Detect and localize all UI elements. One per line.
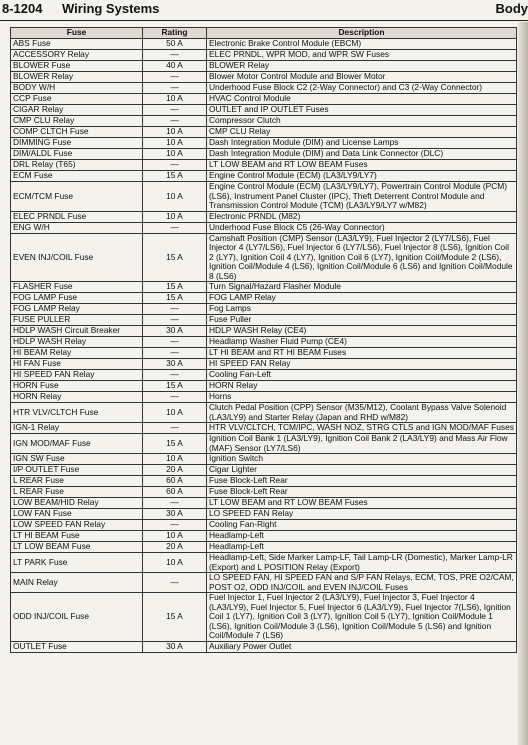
rating-cell: 50 A — [143, 39, 207, 50]
table-row — [11, 94, 517, 105]
description-cell: Fuse Puller — [207, 315, 517, 326]
fuse-cell: LOW SPEED FAN Relay — [11, 520, 143, 531]
table-row — [11, 61, 517, 72]
rating-cell: — — [143, 116, 207, 127]
description-cell: Auxiliary Power Outlet — [207, 641, 517, 652]
rating-cell: — — [143, 304, 207, 315]
fuse-cell: ABS Fuse — [11, 39, 143, 50]
rating-cell: 15 A — [143, 381, 207, 392]
rating-cell: 30 A — [143, 509, 207, 520]
table-row — [11, 593, 517, 642]
page-header — [0, 0, 528, 21]
rating-cell: — — [143, 573, 207, 593]
rating-cell: — — [143, 370, 207, 381]
rating-cell: 15 A — [143, 233, 207, 282]
fuse-cell: CMP CLU Relay — [11, 116, 143, 127]
fuse-cell: HI SPEED FAN Relay — [11, 370, 143, 381]
table-row — [11, 434, 517, 454]
description-cell: LO SPEED FAN Relay — [207, 509, 517, 520]
description-cell: LO SPEED FAN, HI SPEED FAN and S/P FAN Relays, ECM, TOS, PRE O2/CAM, POST O2, ODD INJ/COIL and EVEN INJ/COIL Fuses — [207, 573, 517, 593]
table-row — [11, 465, 517, 476]
rating-cell: — — [143, 72, 207, 83]
table-row — [11, 348, 517, 359]
table-row — [11, 370, 517, 381]
fuse-cell: HI FAN Fuse — [11, 359, 143, 370]
description-cell: Headlamp-Left — [207, 531, 517, 542]
description-cell: Underhood Fuse Block C5 (26-Way Connector) — [207, 222, 517, 233]
description-cell: Dash Integration Module (DIM) and Data Link Connector (DLC) — [207, 149, 517, 160]
description-cell: Fuel Injector 1, Fuel Injector 2 (LA3/LY9), Fuel Injector 3, Fuel Injector 4 (LA3/LY9), Fuel Injector 5, Fuel Injector 6 (LA3/LY9), Fuel Injector 7(LS6), Ignition Coil 1 (LY7), Ignition Coil 3 (LY7), Ignition Coil 5 (LY7), Ignition Coil/Module 1 (LS6), Ignition Coil/Module 3 (LS6), Ignition Coil/Module 5 (LS6) and Ignition Coil/Module 7 (LS6) — [207, 593, 517, 642]
rating-cell: — — [143, 160, 207, 171]
column-header-fuse: Fuse — [11, 28, 143, 39]
description-cell: Headlamp-Left, Side Marker Lamp-LF, Tail Lamp-LR (Domestic), Marker Lamp-LR (Export) and L POSITION Relay (Export) — [207, 553, 517, 573]
fuse-cell: BLOWER Fuse — [11, 61, 143, 72]
rating-cell: 15 A — [143, 293, 207, 304]
description-cell: HDLP WASH Relay (CE4) — [207, 326, 517, 337]
fuse-cell: ODD INJ/COIL Fuse — [11, 593, 143, 642]
table-row — [11, 487, 517, 498]
section-title: Wiring Systems — [62, 1, 160, 16]
table-row — [11, 542, 517, 553]
fuse-cell: FOG LAMP Fuse — [11, 293, 143, 304]
rating-cell: — — [143, 392, 207, 403]
rating-cell: 10 A — [143, 553, 207, 573]
page-edge-shadow — [518, 22, 528, 745]
rating-cell: 60 A — [143, 487, 207, 498]
fuse-cell: BLOWER Relay — [11, 72, 143, 83]
table-row — [11, 392, 517, 403]
table-row — [11, 39, 517, 50]
fuse-cell: HTR VLV/CLTCH Fuse — [11, 403, 143, 423]
fuse-cell: HORN Relay — [11, 392, 143, 403]
description-cell: Cooling Fan-Right — [207, 520, 517, 531]
table-row — [11, 498, 517, 509]
table-row — [11, 233, 517, 282]
rating-cell: — — [143, 105, 207, 116]
rating-cell: 15 A — [143, 593, 207, 642]
table-row — [11, 531, 517, 542]
rating-cell: 10 A — [143, 182, 207, 212]
description-cell: Underhood Fuse Block C2 (2-Way Connector) and C3 (2-Way Connector) — [207, 83, 517, 94]
description-cell: Ignition Coil Bank 1 (LA3/LY9), Ignition Coil Bank 2 (LA3/LY9) and Mass Air Flow (MAF) Sensor (LY7/LS6) — [207, 434, 517, 454]
fuse-cell: LOW BEAM/HID Relay — [11, 498, 143, 509]
description-cell: Turn Signal/Hazard Flasher Module — [207, 282, 517, 293]
rating-cell: — — [143, 520, 207, 531]
rating-cell: 40 A — [143, 61, 207, 72]
fuse-cell: I/P OUTLET Fuse — [11, 465, 143, 476]
description-cell: Dash Integration Module (DIM) and License Lamps — [207, 138, 517, 149]
table-row — [11, 520, 517, 531]
description-cell: Headlamp Washer Fluid Pump (CE4) — [207, 337, 517, 348]
rating-cell: 15 A — [143, 434, 207, 454]
rating-cell: 20 A — [143, 465, 207, 476]
description-cell: LT LOW BEAM and RT LOW BEAM Fuses — [207, 498, 517, 509]
rating-cell: — — [143, 498, 207, 509]
description-cell: HORN Relay — [207, 381, 517, 392]
description-cell: LT LOW BEAM and RT LOW BEAM Fuses — [207, 160, 517, 171]
rating-cell: 10 A — [143, 138, 207, 149]
table-row — [11, 72, 517, 83]
table-row — [11, 127, 517, 138]
fuse-cell: LT LOW BEAM Fuse — [11, 542, 143, 553]
rating-cell: — — [143, 50, 207, 61]
fuse-cell: DRL Relay (T65) — [11, 160, 143, 171]
description-cell: HI SPEED FAN Relay — [207, 359, 517, 370]
fuse-cell: ECM Fuse — [11, 171, 143, 182]
rating-cell: 10 A — [143, 149, 207, 160]
rating-cell: 10 A — [143, 211, 207, 222]
rating-cell: — — [143, 83, 207, 94]
table-row — [11, 359, 517, 370]
table-row — [11, 222, 517, 233]
table-row — [11, 403, 517, 423]
fuse-cell: FLASHER Fuse — [11, 282, 143, 293]
rating-cell: 10 A — [143, 531, 207, 542]
fuse-cell: HDLP WASH Relay — [11, 337, 143, 348]
rating-cell: — — [143, 423, 207, 434]
description-cell: Cooling Fan-Left — [207, 370, 517, 381]
description-cell: HTR VLV/CLTCH, TCM/IPC, WASH NOZ, STRG CTLS and IGN MOD/MAF Fuses — [207, 423, 517, 434]
page-number: 8-1204 — [2, 1, 43, 16]
fuse-cell: DIMMING Fuse — [11, 138, 143, 149]
table-row — [11, 423, 517, 434]
rating-cell: 10 A — [143, 403, 207, 423]
fuse-cell: IGN MOD/MAF Fuse — [11, 434, 143, 454]
table-row — [11, 171, 517, 182]
fuse-cell: LOW FAN Fuse — [11, 509, 143, 520]
table-row — [11, 282, 517, 293]
table-row — [11, 116, 517, 127]
table-row — [11, 105, 517, 116]
fuse-cell: FOG LAMP Relay — [11, 304, 143, 315]
rating-cell: 10 A — [143, 94, 207, 105]
description-cell: Camshaft Position (CMP) Sensor (LA3/LY9), Fuel Injector 2 (LY7/LS6), Fuel Injector 4 (LY7/LS6), Fuel Injector 6 (LY7/LS6), Fuel Injector 8 (LS6), Ignition Coil 2 (LY7), Ignition Coil 4 (LY7), Ignition Coil 6 (LY7), Ignition Coil/Module 2 (LS6), Ignition Coil/Module 4 (LS6), Ignition Coil/Module 6 (LS6) and Ignition Coil/Module 8 (LS6) — [207, 233, 517, 282]
description-cell: BLOWER Relay — [207, 61, 517, 72]
description-cell: Clutch Pedal Position (CPP) Sensor (M35/M12), Coolant Bypass Valve Solenoid (LA3/LY9) and Starter Relay (Japan and RHD w/M82) — [207, 403, 517, 423]
description-cell: OUTLET and IP OUTLET Fuses — [207, 105, 517, 116]
rating-cell: 15 A — [143, 282, 207, 293]
fuse-cell: IGN SW Fuse — [11, 454, 143, 465]
rating-cell: 10 A — [143, 454, 207, 465]
table-row — [11, 454, 517, 465]
fuse-cell: ENG W/H — [11, 222, 143, 233]
fuse-table-body — [11, 39, 517, 653]
description-cell: Engine Control Module (ECM) (LA3/LY9/LY7), Powertrain Control Module (PCM) (LS6), Instrument Panel Cluster (IPC), Theft Deterrent Control Module and Transmission Control Module (TCM) (LA3/LY9/LY7 w/M82) — [207, 182, 517, 212]
table-header-row — [11, 28, 517, 39]
table-row — [11, 326, 517, 337]
description-cell: Ignition Switch — [207, 454, 517, 465]
fuse-cell: IGN-1 Relay — [11, 423, 143, 434]
fuse-cell: L REAR Fuse — [11, 476, 143, 487]
description-cell: Headlamp-Left — [207, 542, 517, 553]
fuse-cell: L REAR Fuse — [11, 487, 143, 498]
description-cell: Electronic Brake Control Module (EBCM) — [207, 39, 517, 50]
table-row — [11, 381, 517, 392]
fuse-cell: MAIN Relay — [11, 573, 143, 593]
table-row — [11, 509, 517, 520]
description-cell: Horns — [207, 392, 517, 403]
fuse-cell: CCP Fuse — [11, 94, 143, 105]
table-row — [11, 304, 517, 315]
rating-cell: 30 A — [143, 641, 207, 652]
description-cell: FOG LAMP Relay — [207, 293, 517, 304]
description-cell: LT HI BEAM and RT HI BEAM Fuses — [207, 348, 517, 359]
rating-cell: — — [143, 348, 207, 359]
rating-cell: 15 A — [143, 171, 207, 182]
table-row — [11, 293, 517, 304]
description-cell: Fuse Block-Left Rear — [207, 487, 517, 498]
table-row — [11, 50, 517, 61]
table-row — [11, 553, 517, 573]
rating-cell: — — [143, 315, 207, 326]
fuse-cell: HORN Fuse — [11, 381, 143, 392]
fuse-cell: BODY W/H — [11, 83, 143, 94]
rating-cell: — — [143, 222, 207, 233]
table-row — [11, 83, 517, 94]
table-row — [11, 573, 517, 593]
fuse-cell: CIGAR Relay — [11, 105, 143, 116]
rating-cell: 30 A — [143, 359, 207, 370]
rating-cell: 10 A — [143, 127, 207, 138]
description-cell: HVAC Control Module — [207, 94, 517, 105]
column-header-rating: Rating — [143, 28, 207, 39]
description-cell: Engine Control Module (ECM) (LA3/LY9/LY7) — [207, 171, 517, 182]
fuse-cell: ECM/TCM Fuse — [11, 182, 143, 212]
fuse-cell: FUSE PULLER — [11, 315, 143, 326]
column-header-description: Description — [207, 28, 517, 39]
rating-cell: 20 A — [143, 542, 207, 553]
description-cell: Cigar Lighter — [207, 465, 517, 476]
fuse-table — [10, 27, 517, 653]
table-row — [11, 138, 517, 149]
rating-cell: 60 A — [143, 476, 207, 487]
table-row — [11, 149, 517, 160]
description-cell: Fuse Block-Left Rear — [207, 476, 517, 487]
fuse-cell: LT HI BEAM Fuse — [11, 531, 143, 542]
table-row — [11, 476, 517, 487]
description-cell: CMP CLU Relay — [207, 127, 517, 138]
fuse-cell: HDLP WASH Circuit Breaker — [11, 326, 143, 337]
table-row — [11, 315, 517, 326]
description-cell: Electronic PRNDL (M82) — [207, 211, 517, 222]
description-cell: ELEC PRNDL, WPR MOD, and WPR SW Fuses — [207, 50, 517, 61]
table-row — [11, 641, 517, 652]
fuse-cell: ELEC PRNDL Fuse — [11, 211, 143, 222]
fuse-cell: COMP CLTCH Fuse — [11, 127, 143, 138]
rating-cell: 30 A — [143, 326, 207, 337]
table-row — [11, 182, 517, 212]
table-row — [11, 337, 517, 348]
fuse-cell: OUTLET Fuse — [11, 641, 143, 652]
fuse-cell: ACCESSORY Relay — [11, 50, 143, 61]
fuse-cell: EVEN INJ/COIL Fuse — [11, 233, 143, 282]
table-row — [11, 211, 517, 222]
fuse-cell: HI BEAM Relay — [11, 348, 143, 359]
rating-cell: — — [143, 337, 207, 348]
description-cell: Blower Motor Control Module and Blower Motor — [207, 72, 517, 83]
cut-off-heading: Body — [495, 1, 528, 16]
description-cell: Fog Lamps — [207, 304, 517, 315]
table-row — [11, 160, 517, 171]
description-cell: Compressor Clutch — [207, 116, 517, 127]
fuse-cell: DIM/ALDL Fuse — [11, 149, 143, 160]
fuse-cell: LT PARK Fuse — [11, 553, 143, 573]
